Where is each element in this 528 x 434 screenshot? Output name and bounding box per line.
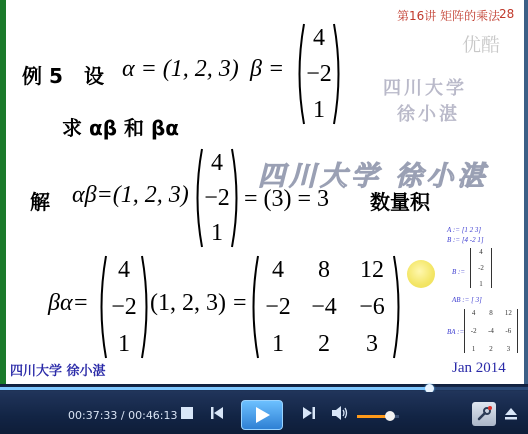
ba-result-matrix xyxy=(256,256,396,358)
watermark-author: 徐小湛 xyxy=(397,104,460,125)
ba-column-entry: 4 xyxy=(118,257,130,283)
ba-result-entry: 12 xyxy=(360,257,384,283)
note-ba-matrix xyxy=(464,309,518,353)
solution-vector xyxy=(196,149,238,247)
skip-back-icon xyxy=(210,406,224,420)
ba-row: (1, 2, 3) xyxy=(150,290,226,316)
current-time: 00:37:33 xyxy=(68,409,118,422)
note-ba-entry: 3 xyxy=(506,345,511,353)
note-ab-line: AB := [ 3] xyxy=(452,296,482,304)
ba-column-entry: 1 xyxy=(118,331,130,357)
alpha-definition: α = (1, 2, 3) xyxy=(122,56,239,82)
play-button[interactable] xyxy=(241,400,283,430)
mute-button[interactable] xyxy=(331,405,349,425)
previous-button[interactable] xyxy=(210,406,224,424)
watermark-banner: 四川大学 徐小湛 xyxy=(258,161,489,192)
note-b-line: B := [4 -2 1] xyxy=(447,236,484,244)
ba-result-entry: 1 xyxy=(272,331,284,357)
ba-result-entry: −4 xyxy=(311,294,337,320)
youku-logo: 优酷 xyxy=(462,34,501,56)
stop-button[interactable] xyxy=(180,406,194,424)
note-ba-label: BA := xyxy=(447,328,465,336)
example-label: 例 5 xyxy=(22,64,63,88)
solution-lhs: αβ=(1, 2, 3) xyxy=(72,182,189,208)
solution-entry: 1 xyxy=(211,220,223,246)
scalar-product-label: 数量积 xyxy=(370,190,430,214)
beta-entry: 1 xyxy=(313,97,325,123)
note-ba-entry: -4 xyxy=(488,327,494,335)
note-ba-entry: 12 xyxy=(504,309,512,317)
note-b-entry: 4 xyxy=(479,248,483,256)
ba-result-entry: −6 xyxy=(359,294,385,320)
ba-result-entry: −2 xyxy=(265,294,291,320)
eject-button[interactable] xyxy=(500,402,522,426)
ba-result-entry: 4 xyxy=(272,257,284,283)
beta-entry: 4 xyxy=(313,25,325,51)
speaker-icon xyxy=(331,405,349,421)
note-ba-entry: 1 xyxy=(471,345,476,353)
note-ba-entry: -6 xyxy=(505,327,512,335)
laser-pointer xyxy=(407,260,435,288)
beta-vector xyxy=(298,24,340,124)
skip-forward-icon xyxy=(302,406,316,420)
ba-column xyxy=(100,256,148,358)
play-icon xyxy=(253,406,271,424)
ba-result-entry: 2 xyxy=(318,331,330,357)
time-separator: / xyxy=(117,409,129,422)
note-b-entry: 1 xyxy=(479,280,483,288)
ba-column-entry: −2 xyxy=(111,294,137,320)
task-text: 求 αβ 和 βα xyxy=(62,116,180,140)
footer-author: 四川大学 徐小湛 xyxy=(10,364,106,379)
watermark-university: 四川大学 xyxy=(383,78,467,99)
note-b-label: B := xyxy=(452,268,466,276)
solution-entry: −2 xyxy=(204,185,230,211)
seek-bar[interactable] xyxy=(0,384,528,392)
solution-entry: 4 xyxy=(211,150,223,176)
note-ba-entry: -2 xyxy=(470,327,477,335)
stop-icon xyxy=(180,406,194,420)
ba-result-entry: 3 xyxy=(366,331,378,357)
note-b-column xyxy=(470,248,492,288)
beta-lhs: β = xyxy=(250,56,285,82)
eject-icon xyxy=(504,407,518,421)
ba-lhs: βα= xyxy=(48,290,89,316)
ba-result-entry: 8 xyxy=(318,257,330,283)
seek-progress xyxy=(0,387,429,390)
slide-left-border xyxy=(0,0,6,384)
ba-equals: = xyxy=(233,290,247,316)
page-number: 28 xyxy=(499,7,515,21)
wrench-icon xyxy=(476,406,492,422)
solution-label: 解 xyxy=(30,190,50,214)
lecture-header: 第16讲 矩阵的乘法 xyxy=(397,9,501,23)
note-ba-entry: 8 xyxy=(489,309,493,317)
note-ba-entry: 2 xyxy=(489,345,493,353)
total-time: 00:46:13 xyxy=(128,409,178,422)
note-a-line: A := [1 2 3] xyxy=(447,226,482,234)
note-ba-entry: 4 xyxy=(471,309,476,317)
note-b-entry: -2 xyxy=(478,264,484,272)
player-controls xyxy=(0,392,528,434)
volume-handle[interactable] xyxy=(385,411,395,421)
time-display xyxy=(68,409,178,422)
slide-right-border xyxy=(524,0,528,384)
solution-result: = (3) = 3 xyxy=(244,186,330,212)
settings-button[interactable] xyxy=(472,402,496,426)
next-button[interactable] xyxy=(302,406,316,424)
example-verb: 设 xyxy=(84,64,104,88)
beta-entry: −2 xyxy=(306,61,332,87)
footer-date: Jan 2014 xyxy=(452,360,506,376)
